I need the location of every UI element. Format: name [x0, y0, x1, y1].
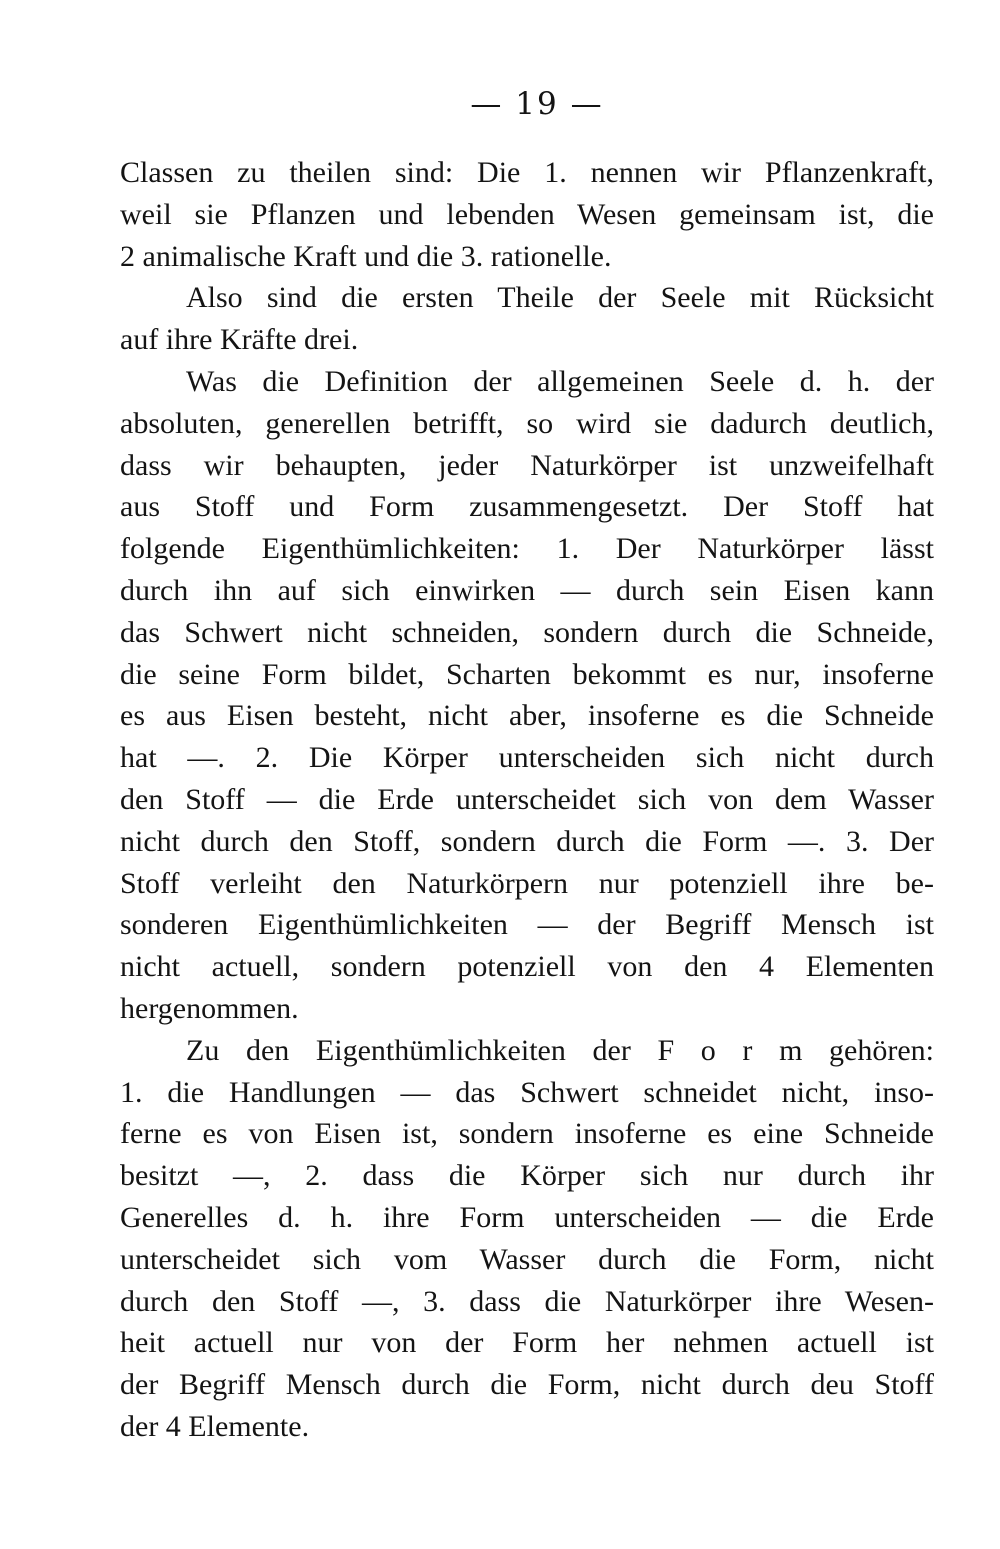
text-line: absoluten, generellen betrifft, so wird sie dadurch deutlich,: [120, 406, 934, 440]
text-line: das Schwert nicht schneiden, sondern durch die Schneide,: [120, 615, 934, 649]
text-line: nicht actuell, sondern potenziell von den 4 Elementen: [120, 950, 934, 984]
text-line: heit actuell nur von der Form her nehmen actuell ist: [120, 1326, 934, 1360]
text-line: hat —. 2. Die Körper unterscheiden sich nicht durch: [120, 741, 934, 775]
text-line: folgende Eigenthümlichkeiten: 1. Der Naturkörper lässt: [120, 532, 934, 566]
text-line: 1. die Handlungen — das Schwert schneidet nicht, inso-: [120, 1075, 934, 1109]
text-line: Stoff verleiht den Naturkörpern nur potenziell ihre be-: [120, 866, 934, 900]
text-line: 2 animalische Kraft und die 3. rationelle.: [120, 239, 612, 273]
text-line: Generelles d. h. ihre Form unterscheiden — die Erde: [120, 1200, 934, 1234]
text-line: ferne es von Eisen ist, sondern insoferne es eine Schneide: [120, 1117, 934, 1151]
text-line: hergenommen.: [120, 991, 299, 1025]
text-line: Also sind die ersten Theile der Seele mit Rücksicht: [186, 281, 934, 315]
text-line: auf ihre Kräfte drei.: [120, 323, 359, 357]
text-line: Zu den Eigenthümlichkeiten der F o r m gehören:: [186, 1033, 934, 1067]
text-line: dass wir behaupten, jeder Naturkörper ist unzweifelhaft: [120, 448, 934, 482]
text-line: weil sie Pflanzen und lebenden Wesen gemeinsam ist, die: [120, 197, 934, 231]
text-line: Was die Definition der allgemeinen Seele d. h. der: [186, 364, 934, 398]
text-line: nicht durch den Stoff, sondern durch die Form —. 3. Der: [120, 824, 934, 858]
text-line: Classen zu theilen sind: Die 1. nennen wir Pflanzenkraft,: [120, 156, 934, 189]
text-line: aus Stoff und Form zusammengesetzt. Der Stoff hat: [120, 490, 934, 524]
text-line: durch den Stoff —, 3. dass die Naturkörper ihre Wesen-: [120, 1284, 934, 1318]
text-line: die seine Form bildet, Scharten bekommt es nur, insoferne: [120, 657, 934, 691]
text-line: es aus Eisen besteht, nicht aber, insoferne es die Schneide: [120, 699, 934, 733]
text-line: sonderen Eigenthümlichkeiten — der Begriff Mensch ist: [120, 908, 934, 942]
text-line: besitzt —, 2. dass die Körper sich nur durch ihr: [120, 1159, 934, 1193]
text-line: durch ihn auf sich einwirken — durch sein Eisen kann: [120, 573, 934, 607]
text-line: der 4 Elemente.: [120, 1409, 310, 1443]
text-line: den Stoff — die Erde unterscheidet sich von dem Wasser: [120, 782, 934, 816]
page-number: — 19 —: [470, 86, 604, 122]
text-line: unterscheidet sich vom Wasser durch die Form, nicht: [120, 1242, 934, 1276]
body-text: [120, 152, 934, 1448]
text-line: der Begriff Mensch durch die Form, nicht durch deu Stoff: [120, 1368, 934, 1402]
